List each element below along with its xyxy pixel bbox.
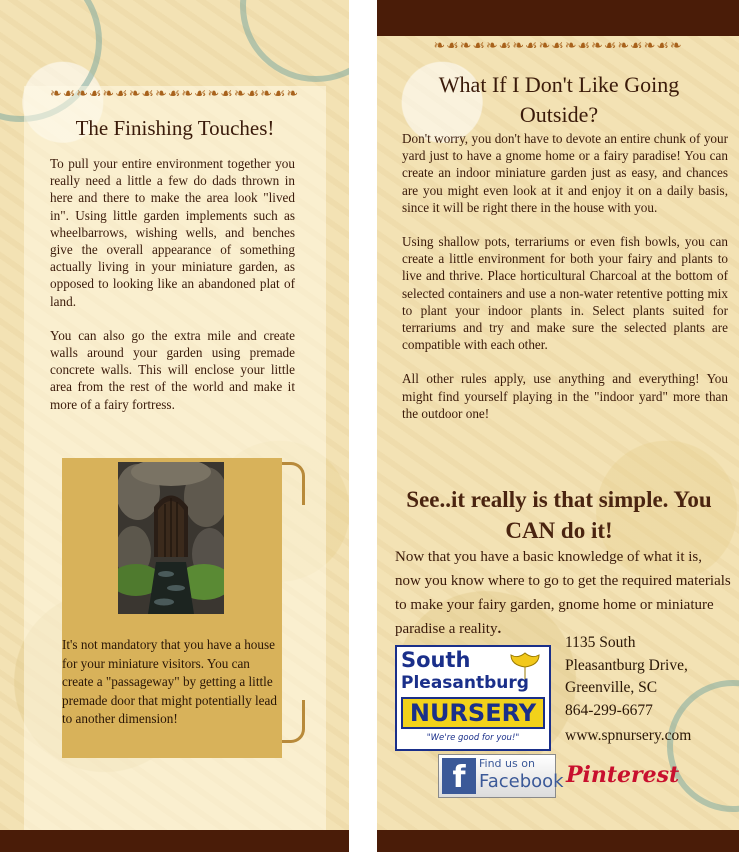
logo-line-2: Pleasantburg [401,673,529,693]
section-heading: What If I Don't Like Going Outside? [438,72,680,127]
page-gutter [349,0,377,852]
photo-caption: It's not mandatory that you have a house for your miniature visitors. You can create a "passageway" by getting a little premade door that might potentially lead to another dimension! [62,637,277,726]
right-body [402,130,728,439]
website-link[interactable]: www.spnursery.com [565,727,692,744]
paragraph: Don't worry, you don't have to devote an entire chunk of your yard just to have a gnome home or a fairy paradise! You can create an indoor miniature garden just as easy, and chances are you might even look at it and enjoy it on a daily basis, since it will be right there in the house with you. [402,131,728,215]
ginkgo-leaf-icon [507,651,543,679]
contact-info [565,632,691,748]
paragraph: All other rules apply, use anything and everything! You might find yourself playing in the "indoor yard" more than the outdoor one! [402,371,728,421]
paragraph: Using shallow pots, terrariums or even fish bowls, you can create a little environment for both your fairy and plants to live and thrive. Place horticultural Charcoal at the bottom of selected containers and use a non-water retentive potting mix to plant your indoor plants in. Select plants suited for terrariums and try and make sure the selected plants are compatible with each other. [402,234,728,353]
logo-line-3: NURSERY [409,699,537,727]
top-border [377,0,739,36]
city-state: Greenville, SC [565,679,658,696]
logo-line-1: South [401,648,471,672]
logo-banner [401,697,545,729]
paragraph: To pull your entire environment together you really need a little a few do dads thrown in here and there to make the area look "lived in". Using little garden implements such as wheelbarrows, wishing wells, and benches give the overall appearance of something actually living in your miniature garden, as opposed to looking like an abandoned plat of land. [50,156,295,309]
fairy-door-illustration [118,462,224,614]
paragraph: You can also go the extra mile and create walls around your garden using premade concrete walls. This will enclose your little area from the rest of the world and make it more of a fairy fortress. [50,327,295,412]
fairy-door-photo [118,462,224,614]
closing-paragraph [395,545,731,641]
subheading: See..it really is that simple. You CAN do it! [406,487,712,543]
left-body [50,155,295,430]
photo-card [62,458,282,758]
bottom-border [377,830,739,852]
nursery-logo [395,645,551,751]
address-line-1: 1135 South [565,634,636,651]
closing-text: Now that you have a basic knowledge of what it is, now you know where to go to get the required materials to make your fairy garden, gnome home or miniature paradise a reality [395,549,731,637]
section-heading: The Finishing Touches! [75,116,275,140]
bottom-border [0,830,349,852]
decorative-swirl [240,0,349,82]
ornament-border: ❧☙❧☙❧☙❧☙❧☙❧☙❧☙❧☙❧☙❧ [49,86,300,102]
corner-flourish [282,700,305,743]
facebook-line-2: Facebook [479,771,564,792]
address-line-2: Pleasantburg Drive, [565,656,688,674]
logo-tagline: "We're good for you!" [426,733,520,743]
facebook-icon: f [442,758,476,794]
corner-flourish [282,462,305,505]
facebook-line-1: Find us on [479,757,535,770]
pinterest-link[interactable]: Pinterest [566,762,680,788]
ornament-border: ❧☙❧☙❧☙❧☙❧☙❧☙❧☙❧☙❧☙❧ [433,38,683,54]
facebook-button[interactable] [438,754,564,798]
closing-period: . [497,621,502,637]
phone-number: 864-299-6677 [565,701,653,719]
left-panel [0,0,349,852]
